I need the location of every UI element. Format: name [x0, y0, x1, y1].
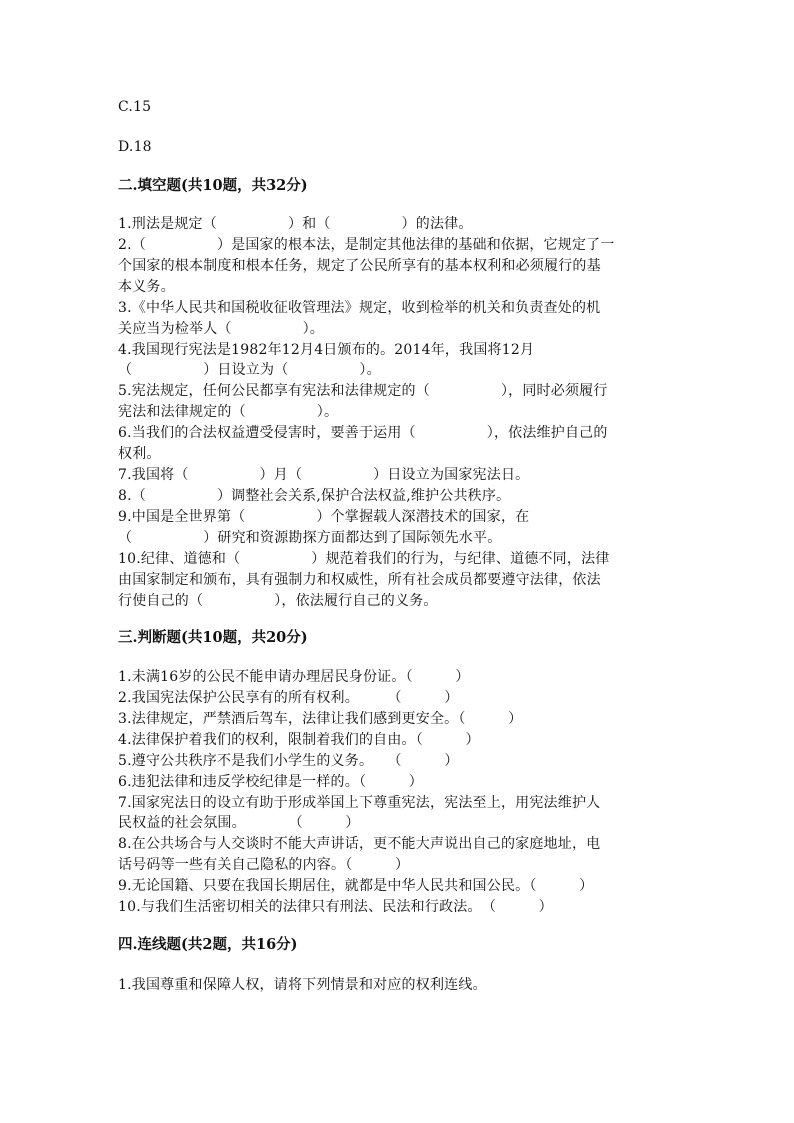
true-false-line: 5.遵守公共秩序不是我们小学生的义务。 （ ） — [118, 753, 459, 769]
fill-blank-line: 9.中国是全世界第（ ）个掌握载人深潜技术的国家，在 — [118, 509, 530, 525]
matching-line: 1.我国尊重和保障人权，请将下列情景和对应的权利连线。 — [118, 977, 487, 993]
fill-blank-line: 8.（ ）调整社会关系,保护合法权益,维护公共秩序。 — [118, 488, 511, 504]
fill-blank-line: 由国家制定和颁布，具有强制力和权威性，所有社会成员都要遵守法律，依法 — [118, 572, 601, 588]
fill-blank-line: 个国家的根本制度和根本任务，规定了公民所享有的基本权利和必须履行的基 — [118, 258, 601, 274]
true-false-line: 7.国家宪法日的设立有助于形成举国上下尊重宪法，宪法至上，用宪法维护人 — [118, 795, 601, 811]
true-false-line: 6.违犯法律和违反学校纪律是一样的。（ ） — [118, 774, 423, 790]
fill-blank-line: 7.我国将（ ）月（ ）日设立为国家宪法日。 — [118, 467, 530, 483]
true-false-line: 3.法律规定，严禁酒后驾车，法律让我们感到更安全。（ ） — [118, 711, 523, 727]
section-fill-blank-title: 二.填空题(共10题，共32分) — [118, 177, 308, 194]
true-false-line: 9.无论国籍、只要在我国长期居住，就都是中华人民共和国公民。（ ） — [118, 878, 594, 894]
option-c: C.15 — [118, 99, 152, 115]
true-false-line: 2.我国宪法保护公民享有的所有权利。 （ ） — [118, 690, 459, 706]
fill-blank-line: 关应当为检举人（ ）。 — [118, 321, 324, 337]
fill-blank-line: 行使自己的（ ），依法履行自己的义务。 — [118, 593, 438, 609]
fill-blank-line: 权利。 — [118, 446, 161, 462]
true-false-line: 1.未满16岁的公民不能申请办理居民身份证。（ ） — [118, 669, 470, 685]
fill-blank-line: 6.当我们的合法权益遭受侵害时，要善于运用（ ），依法维护自己的 — [118, 425, 608, 441]
fill-blank-line: 1.刑法是规定（ ）和（ ）的法律。 — [118, 216, 473, 232]
fill-blank-line: 本义务。 — [118, 279, 175, 295]
true-false-line: 10.与我们生活密切相关的法律只有刑法、民法和行政法。 （ ） — [118, 899, 553, 915]
fill-blank-line: 宪法和法律规定的（ ）。 — [118, 404, 339, 420]
fill-blank-line: （ ）日设立为（ ）。 — [118, 362, 381, 378]
fill-blank-line: 4.我国现行宪法是1982年12月4日颁布的。2014年，我国将12月 — [118, 342, 535, 358]
true-false-line: 4.法律保护着我们的权利，限制着我们的自由。（ ） — [118, 732, 480, 748]
true-false-line: 8.在公共场合与人交谈时不能大声讲话，更不能大声说出自己的家庭地址，电 — [118, 836, 601, 852]
fill-blank-line: 5.宪法规定，任何公民都享有宪法和法律规定的（ ），同时必须履行 — [118, 383, 608, 399]
true-false-line: 民权益的社会氛围。 （ ） — [118, 815, 360, 831]
fill-blank-line: 3.《中华人民共和国税收征收管理法》规定，收到检举的机关和负责查处的机 — [118, 300, 601, 316]
fill-blank-line: （ ）研究和资源勘探方面都达到了国际领先水平。 — [118, 530, 502, 546]
true-false-line: 话号码等一些有关自己隐私的内容。（ ） — [118, 857, 410, 873]
option-d: D.18 — [118, 139, 152, 155]
fill-blank-line: 2.（ ）是国家的根本法，是制定其他法律的基础和依据，它规定了一 — [118, 237, 615, 253]
section-matching-title: 四.连线题(共2题，共16分) — [118, 936, 298, 953]
section-true-false-title: 三.判断题(共10题，共20分) — [118, 629, 308, 646]
fill-blank-line: 10.纪律、道德和（ ）规范着我们的行为，与纪律、道德不同，法律 — [118, 551, 610, 567]
